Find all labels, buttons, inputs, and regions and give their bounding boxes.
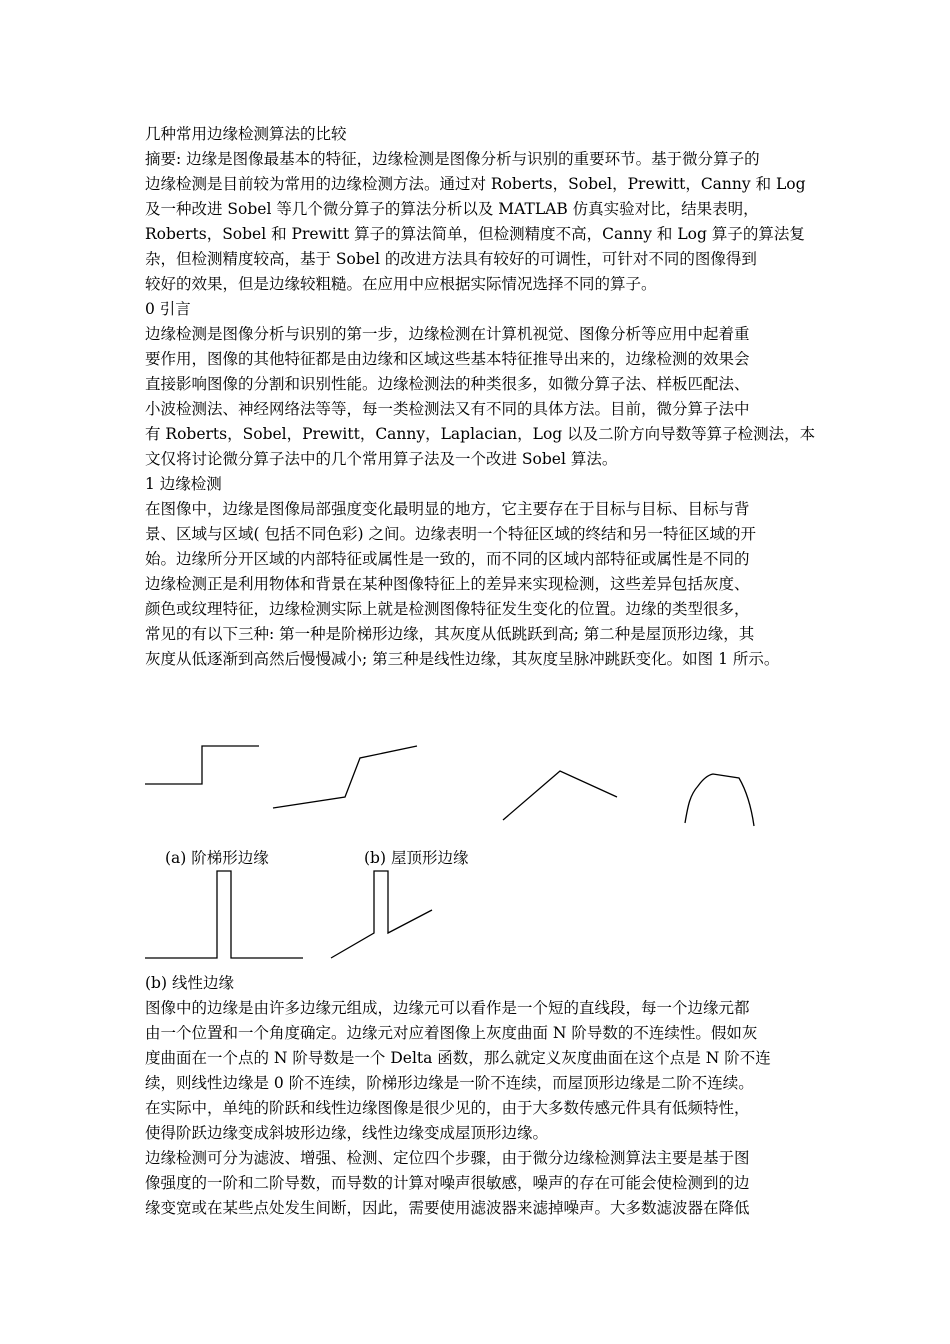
paragraph-line: 小波检测法、神经网络法等等，每一类检测法又有不同的具体方法。目前，微分算子法中 [145, 400, 750, 418]
document-title: 几种常用边缘检测算法的比较 [145, 125, 347, 143]
paragraph-line: 有 Roberts，Sobel，Prewitt，Canny，Laplacian，Log 以及二阶方向导数等算子检测法，本 [145, 425, 816, 443]
abstract-line: 及一种改进 Sobel 等几个微分算子的算法分析以及 MATLAB 仿真实验对比，结果表明， [145, 200, 759, 218]
paragraph-line: 使得阶跃边缘变成斜坡形边缘，线性边缘变成屋顶形边缘。 [145, 1124, 549, 1142]
paragraph-line: 续，则线性边缘是 0 阶不连续，阶梯形边缘是一阶不连续，而屋顶形边缘是二阶不连续。 [145, 1074, 754, 1092]
paragraph-line: 灰度从低逐渐到高然后慢慢减小; 第三种是线性边缘，其灰度呈脉冲跳跃变化。如图 1 所示。 [145, 650, 780, 668]
abstract-line: 边缘检测是目前较为常用的边缘检测方法。通过对 Roberts，Sobel，Prewitt，Canny 和 Log [145, 175, 806, 193]
abstract-line: Roberts，Sobel 和 Prewitt 算子的算法简单，但检测精度不高，Canny 和 Log 算子的算法复 [145, 225, 805, 243]
ramp-edge-profile [273, 746, 417, 808]
smooth-roof-edge-profile [685, 774, 754, 826]
abstract-line: 杂，但检测精度较高，基于 Sobel 的改进方法具有较好的可调性，可针对不同的图像得到 [145, 250, 757, 268]
figure-caption-step-edge: (a) 阶梯形边缘 [165, 849, 269, 867]
paragraph-line: 直接影响图像的分割和识别性能。边缘检测法的种类很多，如微分算子法、样板匹配法、 [145, 375, 750, 393]
abstract-line: 较好的效果，但是边缘较粗糙。在应用中应根据实际情况选择不同的算子。 [145, 275, 657, 293]
paragraph-line: 度曲面在一个点的 N 阶导数是一个 Delta 函数，那么就定义灰度曲面在这个点是 N 阶不连 [145, 1049, 771, 1067]
paragraph-line: 图像中的边缘是由许多边缘元组成，边缘元可以看作是一个短的直线段，每一个边缘元都 [145, 999, 750, 1017]
paragraph-line: 由一个位置和一个角度确定。边缘元对应着图像上灰度曲面 N 阶导数的不连续性。假如灰 [145, 1024, 758, 1042]
paragraph-line: 在图像中，边缘是图像局部强度变化最明显的地方，它主要存在于目标与目标、目标与背 [145, 500, 750, 518]
paragraph-line: 文仅将讨论微分算子法中的几个常用算子法及一个改进 Sobel 算法。 [145, 450, 618, 468]
paragraph-line: 常见的有以下三种: 第一种是阶梯形边缘，其灰度从低跳跃到高; 第二种是屋顶形边缘，其 [145, 625, 755, 643]
paragraph-line: 景、区域与区域( 包括不同色彩) 之间。边缘表明一个特征区域的终结和另一特征区域的开 [145, 525, 756, 543]
line-edge-profile [145, 871, 303, 958]
paragraph-line: 在实际中，单纯的阶跃和线性边缘图像是很少见的，由于大多数传感元件具有低频特性， [145, 1099, 750, 1117]
paragraph-line: 像强度的一阶和二阶导数，而导数的计算对噪声很敏感，噪声的存在可能会使检测到的边 [145, 1174, 750, 1192]
paragraph-line: 缘变宽或在某些点处发生间断，因此，需要使用滤波器来滤掉噪声。大多数滤波器在降低 [145, 1199, 750, 1217]
section-heading-introduction: 0 引言 [145, 300, 191, 318]
figure-caption-line-edge: (b) 线性边缘 [145, 974, 234, 992]
sloped-line-edge-profile [331, 871, 432, 958]
step-edge-profile [145, 746, 259, 784]
paragraph-line: 要作用，图像的其他特征都是由边缘和区域这些基本特征推导出来的，边缘检测的效果会 [145, 350, 750, 368]
section-heading-edge-detection: 1 边缘检测 [145, 475, 222, 493]
paragraph-line: 始。边缘所分开区域的内部特征或属性是一致的，而不同的区域内部特征或属性是不同的 [145, 550, 750, 568]
roof-edge-profile [503, 771, 617, 820]
paragraph-line: 边缘检测是图像分析与识别的第一步，边缘检测在计算机视觉、图像分析等应用中起着重 [145, 325, 750, 343]
figure-caption-roof-edge: (b) 屋顶形边缘 [364, 849, 469, 867]
abstract-line: 摘要: 边缘是图像最基本的特征，边缘检测是图像分析与识别的重要环节。基于微分算子的 [145, 150, 760, 168]
paragraph-line: 边缘检测正是利用物体和背景在某种图像特征上的差异来实现检测，这些差异包括灰度、 [145, 575, 750, 593]
paragraph-line: 颜色或纹理特征，边缘检测实际上就是检测图像特征发生变化的位置。边缘的类型很多， [145, 600, 750, 618]
paragraph-line: 边缘检测可分为滤波、增强、检测、定位四个步骤，由于微分边缘检测算法主要是基于图 [145, 1149, 750, 1167]
